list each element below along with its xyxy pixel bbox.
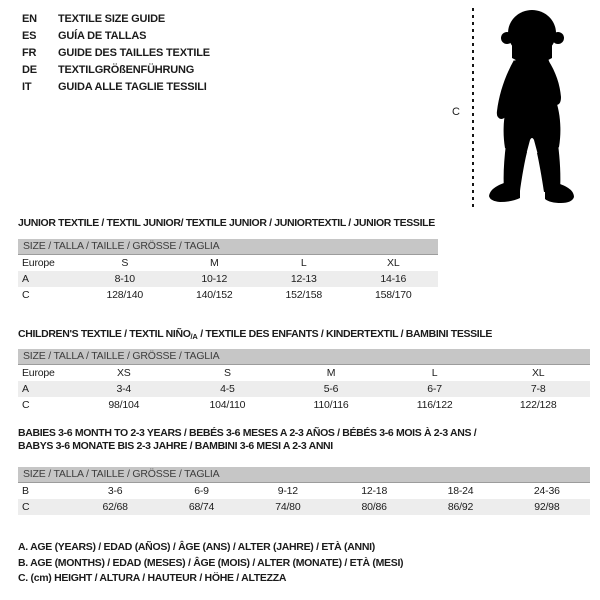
size-header-bar: SIZE / TALLA / TAILLE / GRÖSSE / TAGLIA <box>18 239 438 255</box>
table-cell: L <box>300 257 307 269</box>
table-cell: 5-6 <box>323 383 339 395</box>
table-cell: M <box>209 257 219 269</box>
table-body <box>18 255 438 303</box>
language-list <box>22 10 210 95</box>
table-row <box>18 397 590 413</box>
table-cell: 116/122 <box>416 399 453 411</box>
table-cell: 10-12 <box>201 273 228 285</box>
table-cell: 122/128 <box>519 399 557 411</box>
language-row-en <box>22 10 210 27</box>
row-label: B <box>22 485 29 497</box>
baby-silhouette-image <box>478 8 582 210</box>
row-label: C <box>22 501 30 513</box>
table-cell: 4-5 <box>220 383 235 395</box>
table-cell: XL <box>387 257 400 269</box>
title-line <box>18 328 492 343</box>
title-segment: / TEXTILE DES ENFANTS / KINDERTEXTIL / BAMBINI TESSILE <box>197 328 493 340</box>
table-cell: 12-18 <box>361 485 388 497</box>
language-code: EN <box>22 12 37 25</box>
table-row <box>18 365 590 381</box>
table-cell: 74/80 <box>275 501 301 513</box>
row-label: Europe <box>22 367 55 379</box>
table-cell: 92/98 <box>534 501 560 513</box>
table-cell: 86/92 <box>447 501 474 513</box>
table-row <box>18 287 438 303</box>
table-cell: 14-16 <box>380 273 407 285</box>
table-row <box>18 271 438 287</box>
table-cell: M <box>326 367 336 379</box>
row-label: C <box>22 289 30 301</box>
language-label: TEXTILGRÖßENFÜHRUNG <box>58 63 195 76</box>
footnote-b: B. AGE (MONTHS) / EDAD (MESES) / ÂGE (MOIS) / ALTER (MONATE) / ETÀ (MESI) <box>18 556 404 569</box>
table-cell: 3-6 <box>107 485 123 497</box>
table-cell: 8-10 <box>114 273 135 285</box>
children-size-table <box>18 349 590 413</box>
size-header-bar: SIZE / TALLA / TAILLE / GRÖSSE / TAGLIA <box>18 349 590 365</box>
table-cell: XS <box>116 367 131 379</box>
table-row <box>18 483 590 499</box>
table-cell: XL <box>531 367 545 379</box>
table-cell: 18-24 <box>447 485 474 497</box>
babies-size-table <box>18 467 590 515</box>
title-segment: /A <box>190 332 198 341</box>
table-cell: 128/140 <box>106 289 144 301</box>
table-cell: 68/74 <box>188 501 215 513</box>
title-segment: JUNIOR TEXTILE / TEXTIL JUNIOR/ TEXTILE JUNIOR / JUNIORTEXTIL / JUNIOR TESSILE <box>18 217 435 229</box>
junior-table-title <box>18 217 435 230</box>
table-cell: 110/116 <box>313 399 349 411</box>
table-cell: S <box>121 257 129 269</box>
language-code: IT <box>22 80 32 93</box>
table-body <box>18 483 590 515</box>
title-segment: BABIES 3-6 MONTH TO 2-3 YEARS / BEBÉS 3-6 MESES A 2-3 AÑOS / BÉBÉS 3-6 MOIS À 2-3 ANS / <box>18 427 477 439</box>
title-line <box>18 217 435 230</box>
table-cell: 9-12 <box>277 485 298 497</box>
table-cell: 140/152 <box>195 289 233 301</box>
table-cell: 24-36 <box>533 485 560 497</box>
table-row <box>18 255 438 271</box>
table-cell: 3-4 <box>116 383 132 395</box>
table-cell: 98/104 <box>108 399 140 411</box>
junior-size-table <box>18 239 438 303</box>
title-segment: CHILDREN'S TEXTILE / TEXTIL NIÑO <box>18 328 191 340</box>
title-line <box>18 440 476 453</box>
table-cell: 80/86 <box>361 501 387 513</box>
table-row <box>18 381 590 397</box>
footnote-a: A. AGE (YEARS) / EDAD (AÑOS) / ÂGE (ANS) / ALTER (JAHRE) / ETÀ (ANNI) <box>18 541 375 553</box>
table-body <box>18 365 590 413</box>
row-label: Europe <box>22 257 55 269</box>
size-header-bar: SIZE / TALLA / TAILLE / GRÖSSE / TAGLIA <box>18 467 590 483</box>
table-cell: 152/158 <box>285 289 323 301</box>
row-label: A <box>22 273 29 285</box>
babies-table-title <box>18 427 476 453</box>
table-row <box>18 499 590 515</box>
language-label: GUÍA DE TALLAS <box>58 29 147 42</box>
table-cell: 7-8 <box>530 383 546 395</box>
height-measure-label: C <box>452 106 460 118</box>
language-code: FR <box>22 46 37 59</box>
language-label: GUIDE DES TAILLES TEXTILE <box>58 46 210 59</box>
footnotes <box>18 540 403 587</box>
height-measure-dashed-line <box>472 8 474 207</box>
row-label: C <box>22 399 30 411</box>
table-cell: S <box>223 367 231 379</box>
table-cell: 158/170 <box>374 289 412 301</box>
footnote-c: C. (cm) HEIGHT / ALTURA / HAUTEUR / HÖHE / ALTEZZA <box>18 572 287 584</box>
children-table-title <box>18 328 492 343</box>
language-code: ES <box>22 29 37 42</box>
table-cell: L <box>431 367 438 379</box>
language-row-es <box>22 27 210 44</box>
row-label: A <box>22 383 29 395</box>
language-row-de <box>22 61 210 78</box>
language-label: TEXTILE SIZE GUIDE <box>58 12 166 25</box>
language-code: DE <box>22 63 37 76</box>
title-segment: BABYS 3-6 MONATE BIS 2-3 JAHRE / BAMBINI 3-6 MESI A 2-3 ANNI <box>18 440 333 452</box>
table-cell: 62/68 <box>102 501 128 513</box>
language-row-it <box>22 78 210 95</box>
title-line <box>18 427 476 440</box>
table-cell: 12-13 <box>290 273 317 285</box>
table-cell: 104/110 <box>209 399 246 411</box>
language-row-fr <box>22 44 210 61</box>
language-label: GUIDA ALLE TAGLIE TESSILI <box>58 80 207 93</box>
table-cell: 6-9 <box>194 485 209 497</box>
table-cell: 6-7 <box>427 383 442 395</box>
